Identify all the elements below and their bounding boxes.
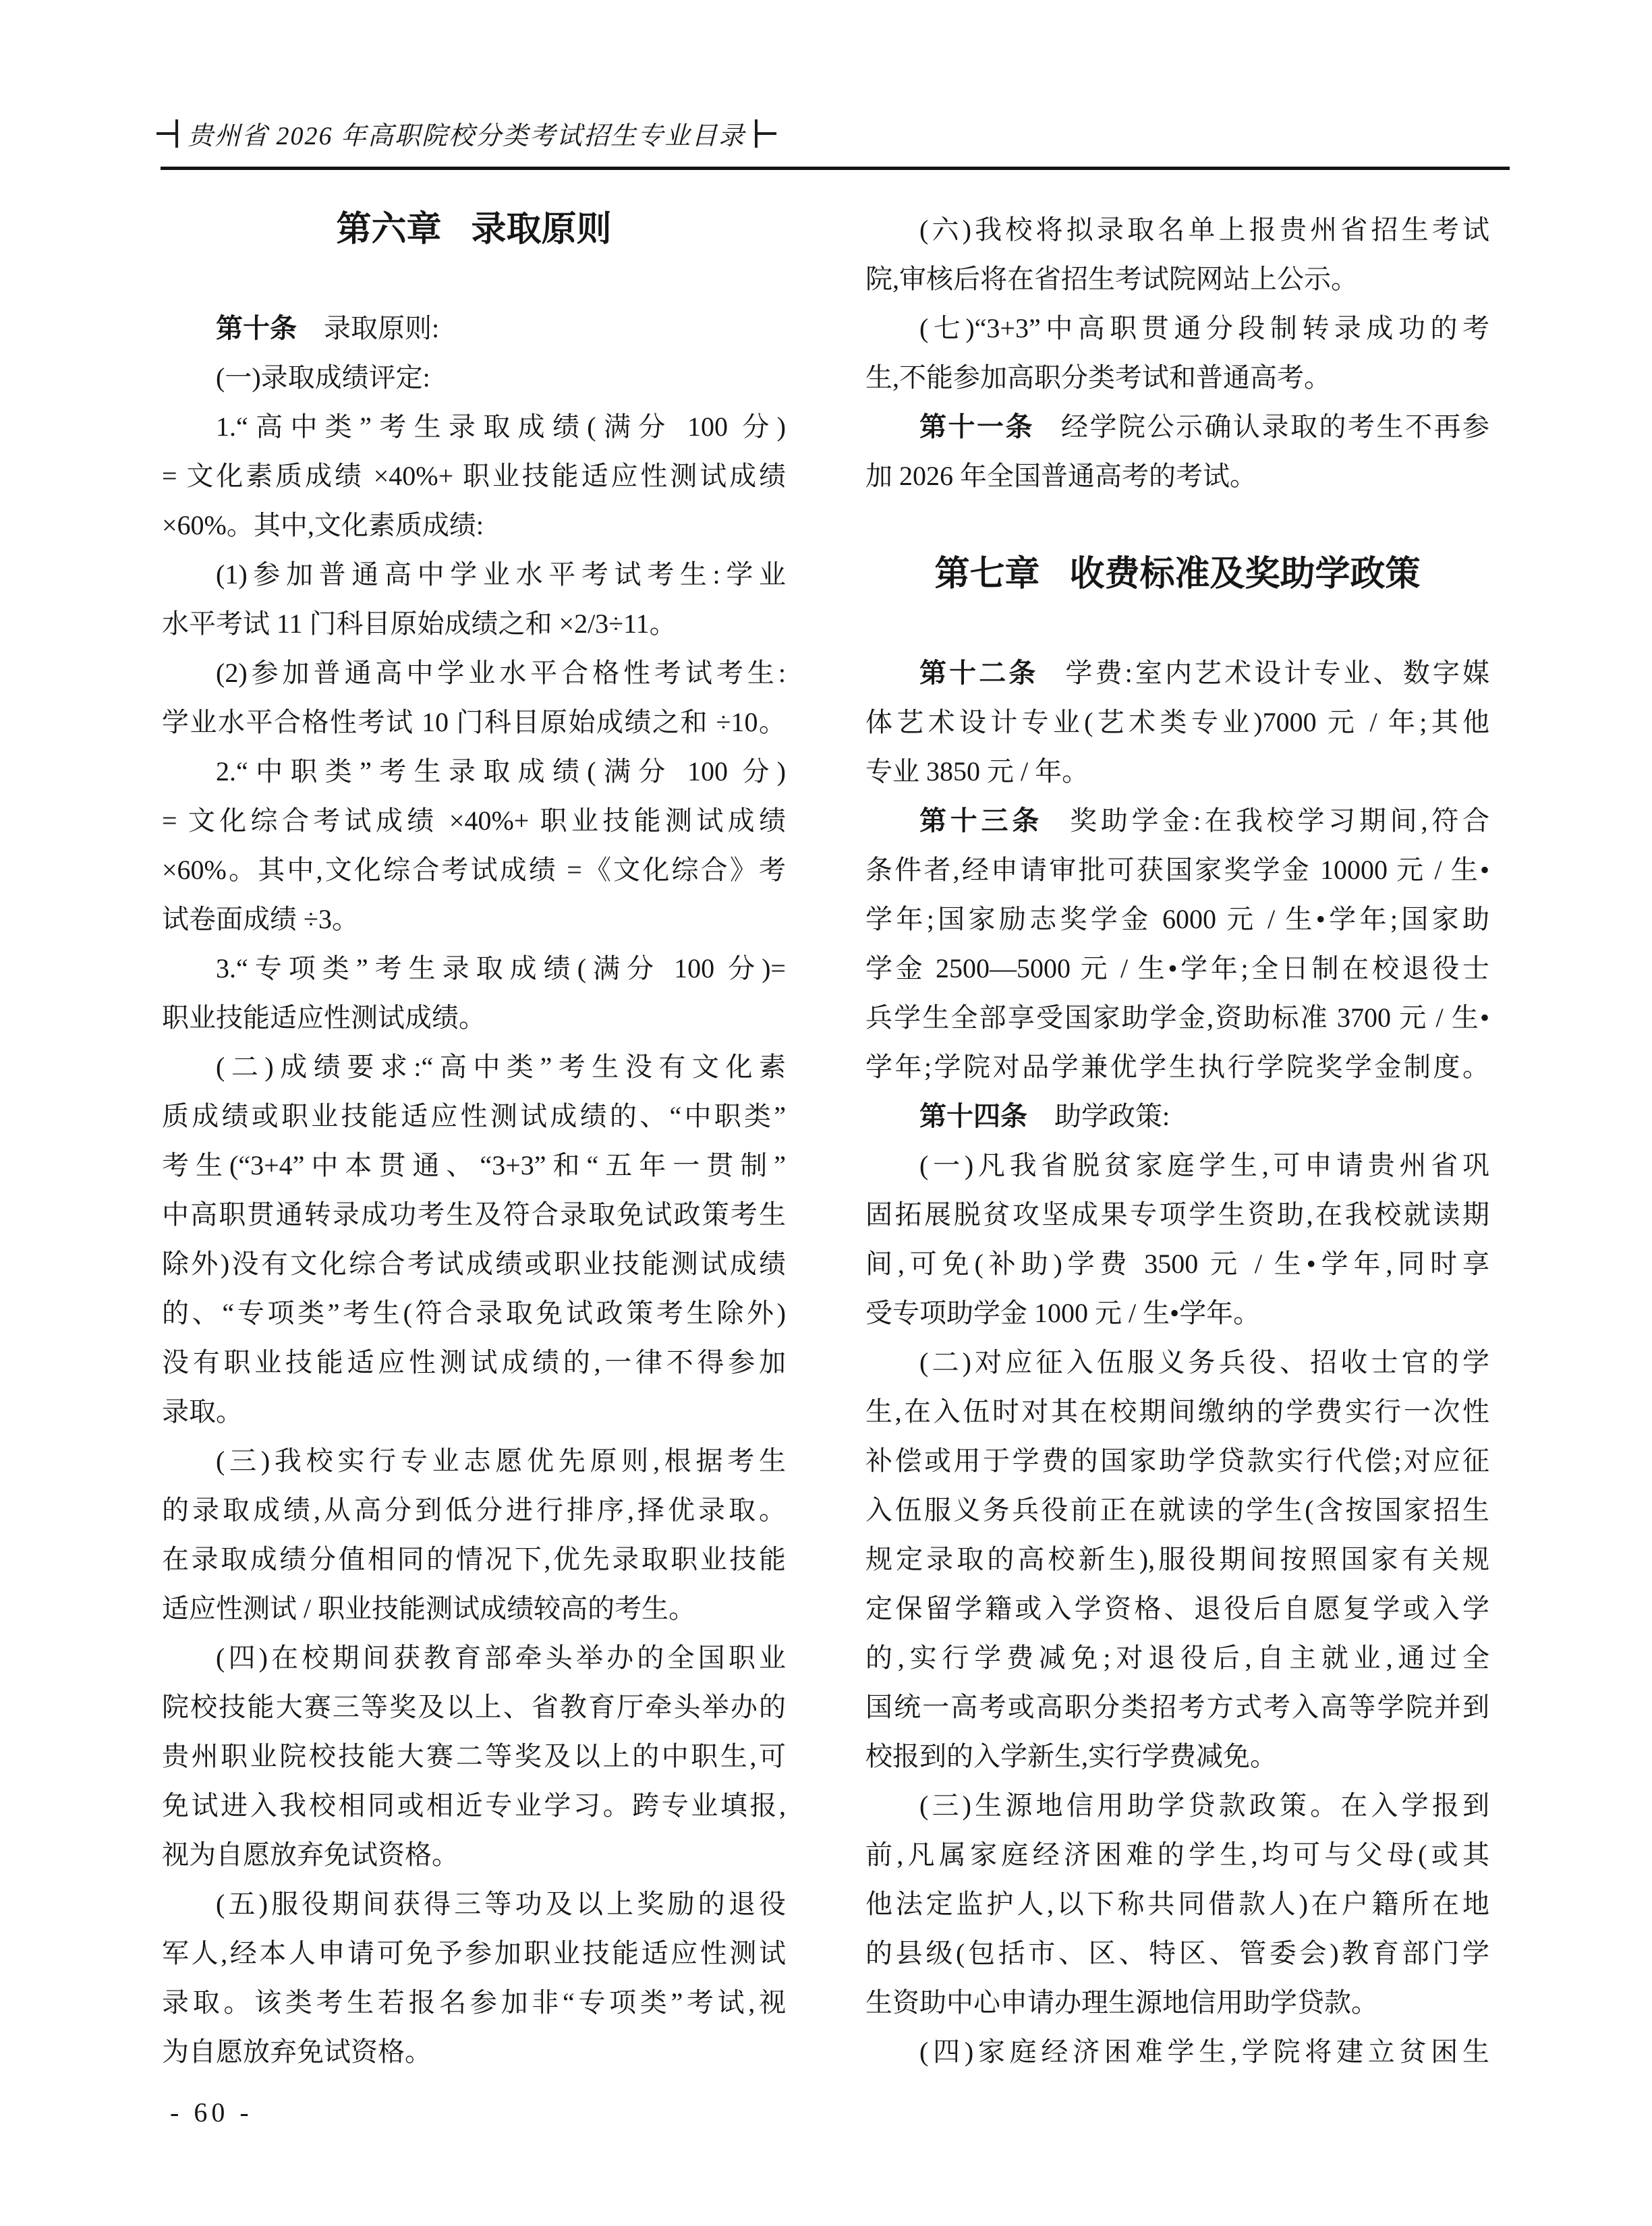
- text-line: ×60%。其中,文化综合考试成绩 =《文化综合》考: [162, 855, 786, 885]
- text-line: 生资助中心申请办理生源地信用助学贷款。: [865, 1987, 1378, 2018]
- page-number: - 60 -: [170, 2097, 253, 2128]
- text-line: = 文化综合考试成绩 ×40%+ 职业技能测试成绩: [162, 805, 786, 836]
- text-line: 为自愿放弃免试资格。: [162, 2036, 432, 2067]
- text-line: ×60%。其中,文化素质成绩:: [162, 510, 484, 540]
- text-line: 3.“专项类”考生录取成绩(满分 100 分)=: [216, 953, 786, 983]
- text-line: 校报到的入学新生,实行学费减免。: [865, 1741, 1277, 1771]
- article-label: 第十二条: [919, 658, 1039, 688]
- header-rule: [161, 167, 1510, 170]
- text-line: 间,可免(补助)学费 3500 元 / 生•学年,同时享: [865, 1249, 1489, 1279]
- text-line: 第十三条 奖助学金:在我校学习期间,符合: [919, 805, 1489, 836]
- text-line: (2)参加普通高中学业水平合格性考试考生:: [216, 658, 786, 688]
- text-line: 学年;国家励志奖学金 6000 元 / 生•学年;国家助: [865, 904, 1489, 934]
- chapter-title: 收费标准及奖助学政策: [1069, 555, 1421, 594]
- right-column-text-bottom: [865, 648, 1489, 2076]
- text-line: 中高职贯通转录成功考生及符合录取免试政策考生: [162, 1199, 786, 1230]
- text-line: (1)参加普通高中学业水平考试考生:学业: [216, 559, 786, 590]
- text-line: 受专项助学金 1000 元 / 生•学年。: [865, 1298, 1261, 1328]
- text-line: 规定录取的高校新生),服役期间按照国家有关规: [865, 1544, 1489, 1574]
- chapter-heading-7: [865, 501, 1489, 648]
- text-line: 贵州职业院校技能大赛二等奖及以上的中职生,可: [162, 1741, 786, 1771]
- text-line: 学年;学院对品学兼优学生执行学院奖学金制度。: [865, 1052, 1489, 1082]
- text-line: 国统一高考或高职分类招考方式考入高等学院并到: [865, 1692, 1489, 1722]
- text-line: 第十四条 助学政策:: [919, 1101, 1170, 1131]
- text-line: (四)家庭经济困难学生,学院将建立贫困生: [919, 2036, 1489, 2067]
- text-line: (六)我校将拟录取名单上报贵州省招生考试: [919, 215, 1489, 245]
- text-line: 视为自愿放弃免试资格。: [162, 1839, 459, 1870]
- text-line: (五)服役期间获得三等功及以上奖励的退役: [216, 1889, 786, 1919]
- text-line: 补偿或用于学费的国家助学贷款实行代偿;对应征: [865, 1446, 1489, 1476]
- text-line: 2.“中职类”考生录取成绩(满分 100 分): [216, 756, 786, 787]
- text-line: 录取。: [162, 1396, 243, 1427]
- text-line: 院,审核后将在省招生考试院网站上公示。: [865, 264, 1358, 294]
- text-line: 兵学生全部享受国家助学金,资助标准 3700 元 / 生•: [865, 1002, 1489, 1033]
- text-line: 质成绩或职业技能适应性测试成绩的、“中职类”: [162, 1101, 786, 1131]
- chapter-number: 第六章: [336, 210, 442, 249]
- article-label: 第十条: [216, 313, 297, 343]
- text-line: 军人,经本人申请可免予参加职业技能适应性测试: [162, 1938, 786, 1968]
- text-line: 第十二条 学费:室内艺术设计专业、数字媒: [919, 658, 1489, 688]
- text-line: (四)在校期间获教育部牵头举办的全国职业: [216, 1643, 786, 1673]
- right-column: [865, 205, 1489, 2076]
- text-line: (三)生源地信用助学贷款政策。在入学报到: [919, 1790, 1489, 1821]
- text-line: 试卷面成绩 ÷3。: [162, 904, 359, 934]
- text-line: 的县级(包括市、区、特区、管委会)教育部门学: [865, 1938, 1489, 1968]
- text-line: 在录取成绩分值相同的情况下,优先录取职业技能: [162, 1544, 786, 1574]
- text-line: 免试进入我校相同或相近专业学习。跨专业填报,: [162, 1790, 786, 1821]
- left-column: [162, 205, 786, 2076]
- text-line: (二)对应征入伍服义务兵役、招收士官的学: [919, 1347, 1489, 1377]
- text-line: 的,实行学费减免;对退役后,自主就业,通过全: [865, 1643, 1489, 1673]
- text-line: 除外)没有文化综合考试成绩或职业技能测试成绩: [162, 1249, 786, 1279]
- chapter-title: 录取原则: [471, 210, 612, 249]
- text-line: 考生(“3+4”中本贯通、“3+3”和“五年一贯制”: [162, 1150, 786, 1180]
- chapter-number: 第七章: [934, 555, 1040, 594]
- text-line: 水平考试 11 门科目原始成绩之和 ×2/3÷11。: [162, 608, 677, 639]
- text-line: 1.“高中类”考生录取成绩(满分 100 分): [216, 411, 786, 442]
- text-line: (三)我校实行专业志愿优先原则,根据考生: [216, 1446, 786, 1476]
- text-line: 第十一条 经学院公示确认录取的考生不再参: [919, 411, 1489, 442]
- text-line: 学金 2500—5000 元 / 生•学年;全日制在校退役士: [865, 953, 1489, 983]
- text-line: 没有职业技能适应性测试成绩的,一律不得参加: [162, 1347, 786, 1377]
- text-line: 生,不能参加高职分类考试和普通高考。: [865, 362, 1331, 393]
- text-line: (一)凡我省脱贫家庭学生,可申请贵州省巩: [919, 1150, 1489, 1180]
- text-line: 生,在入伍时对其在校期间缴纳的学费实行一次性: [865, 1396, 1489, 1427]
- text-line: = 文化素质成绩 ×40%+ 职业技能适应性测试成绩: [162, 461, 786, 491]
- text-line: 加 2026 年全国普通高考的考试。: [865, 461, 1257, 491]
- page-header-title: 贵州省 2026 年高职院校分类考试招生专业目录: [188, 122, 746, 150]
- article-label: 第十四条: [919, 1101, 1027, 1131]
- text-line: 定保留学籍或入学资格、退役后自愿复学或入学: [865, 1593, 1489, 1624]
- text-line: 体艺术设计专业(艺术类专业)7000 元 / 年;其他: [865, 707, 1489, 737]
- text-line: (二)成绩要求:“高中类”考生没有文化素: [216, 1052, 786, 1082]
- text-line: 录取。该类考生若报名参加非“专项类”考试,视: [162, 1987, 786, 2018]
- left-column-text: [162, 304, 786, 2076]
- text-line: 第十条 录取原则:: [216, 313, 440, 343]
- text-line: 学业水平合格性考试 10 门科目原始成绩之和 ÷10。: [162, 707, 786, 737]
- text-line: 入伍服义务兵役前正在就读的学生(含按国家招生: [865, 1495, 1489, 1525]
- text-line: 职业技能适应性测试成绩。: [162, 1002, 486, 1033]
- page-header: [156, 115, 776, 152]
- header-left-tick-icon: [156, 119, 178, 148]
- text-line: (一)录取成绩评定:: [216, 362, 430, 393]
- right-column-text-top: [865, 205, 1489, 501]
- text-line: 的、“专项类”考生(符合录取免试政策考生除外): [162, 1298, 786, 1328]
- article-label: 第十一条: [919, 411, 1034, 442]
- header-right-tick-icon: [755, 119, 776, 148]
- text-line: 他法定监护人,以下称共同借款人)在户籍所在地: [865, 1889, 1489, 1919]
- chapter-heading-6: [162, 205, 786, 304]
- text-line: 条件者,经申请审批可获国家奖学金 10000 元 / 生•: [865, 855, 1489, 885]
- text-line: 前,凡属家庭经济困难的学生,均可与父母(或其: [865, 1839, 1489, 1870]
- text-line: 专业 3850 元 / 年。: [865, 756, 1089, 787]
- text-line: 院校技能大赛三等奖及以上、省教育厅牵头举办的: [162, 1692, 786, 1722]
- article-label: 第十三条: [919, 805, 1044, 836]
- text-line: 适应性测试 / 职业技能测试成绩较高的考生。: [162, 1593, 696, 1624]
- text-line: 的录取成绩,从高分到低分进行排序,择优录取。: [162, 1495, 786, 1525]
- text-line: 固拓展脱贫攻坚成果专项学生资助,在我校就读期: [865, 1199, 1489, 1230]
- text-line: (七)“3+3”中高职贯通分段制转录成功的考: [919, 313, 1489, 343]
